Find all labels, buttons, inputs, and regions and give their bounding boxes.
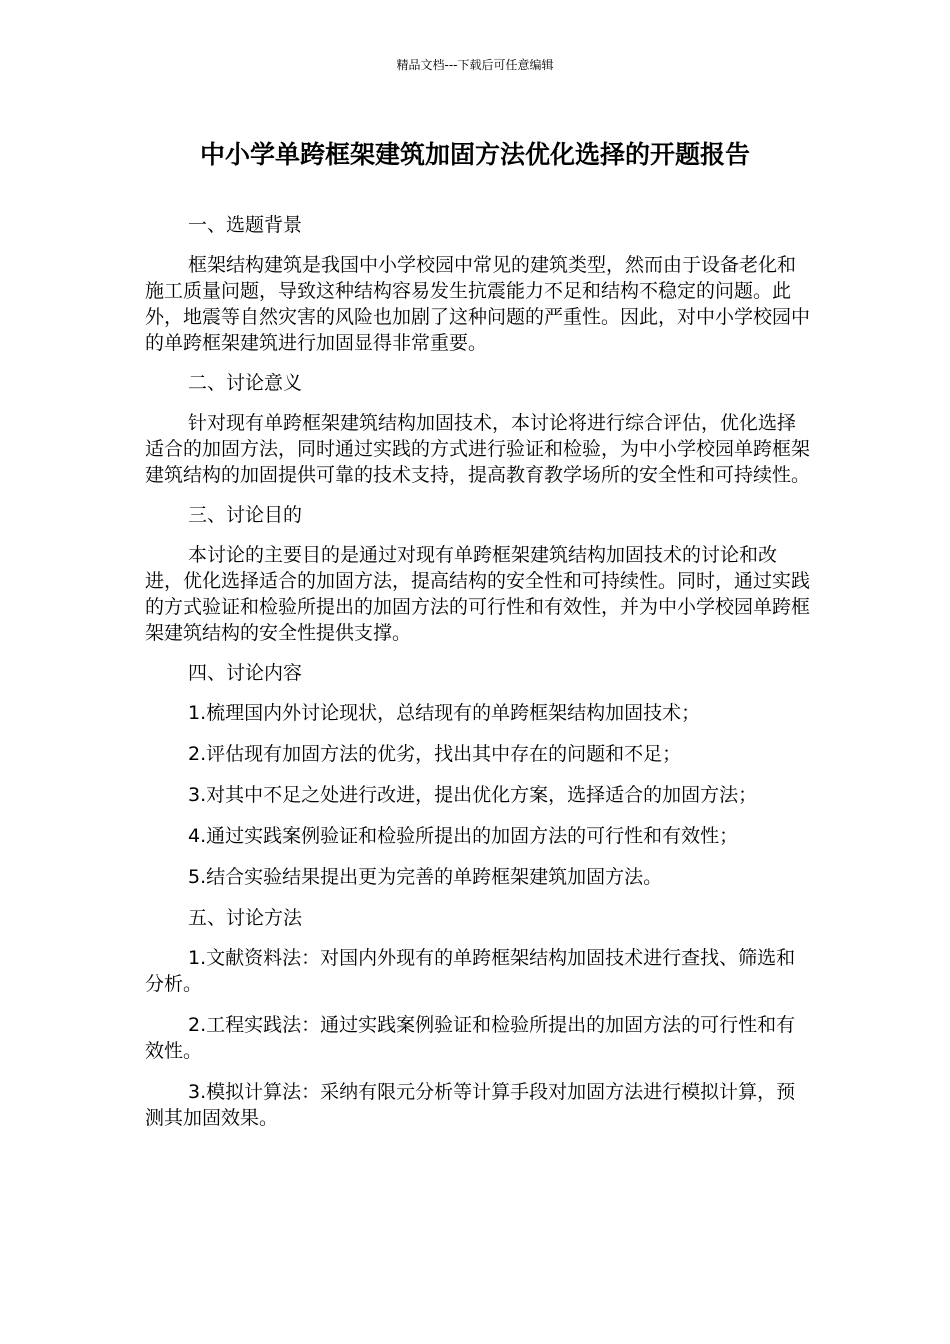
method-item: 2.工程实践法：通过实践案例验证和检验所提出的加固方法的可行性和有效性。 bbox=[145, 1014, 796, 1062]
paragraph-significance: 针对现有单跨框架建筑结构加固技术，本讨论将进行综合评估，优化选择适合的加固方法，同时通过实践的方式进行验证和检验，为中小学校园单跨框架建筑结构的加固提供可靠的技术支持，提高教育教学场所的安全性和可持续性。 bbox=[145, 412, 811, 486]
page-header: 精品文档---下载后可任意编辑 bbox=[396, 58, 554, 72]
content-item: 3.对其中不足之处进行改进，提出优化方案，选择适合的加固方法； bbox=[188, 784, 758, 806]
section-heading-content: 四、讨论内容 bbox=[188, 662, 303, 684]
content-item: 5.结合实验结果提出更为完善的单跨框架建筑加固方法。 bbox=[188, 866, 663, 888]
section-heading-significance: 二、讨论意义 bbox=[188, 372, 303, 394]
paragraph-background: 框架结构建筑是我国中小学校园中常见的建筑类型，然而由于设备老化和施工质量问题，导致这种结构容易发生抗震能力不足和结构不稳定的问题。此外，地震等自然灾害的风险也加剧了这种问题的严重性。因此，对中小学校园中的单跨框架建筑进行加固显得非常重要。 bbox=[145, 254, 811, 354]
content-item: 4.通过实践案例验证和检验所提出的加固方法的可行性和有效性； bbox=[188, 825, 739, 847]
section-heading-purpose: 三、讨论目的 bbox=[188, 504, 303, 526]
paragraph-purpose: 本讨论的主要目的是通过对现有单跨框架建筑结构加固技术的讨论和改进，优化选择适合的加固方法，提高结构的安全性和可持续性。同时，通过实践的方式验证和检验所提出的加固方法的可行性和有效性，并为中小学校园单跨框架建筑结构的安全性提供支撑。 bbox=[145, 544, 811, 644]
method-item: 1.文献资料法：对国内外现有的单跨框架结构加固技术进行查找、筛选和分析。 bbox=[145, 947, 796, 995]
content-item: 2.评估现有加固方法的优劣，找出其中存在的问题和不足； bbox=[188, 743, 682, 765]
document-body bbox=[145, 212, 810, 1146]
section-heading-background: 一、选题背景 bbox=[188, 214, 303, 236]
document-title: 中小学单跨框架建筑加固方法优化选择的开题报告 bbox=[199, 140, 750, 169]
section-heading-methods: 五、讨论方法 bbox=[188, 907, 303, 929]
method-item: 3.模拟计算法：采纳有限元分析等计算手段对加固方法进行模拟计算，预测其加固效果。 bbox=[145, 1081, 796, 1129]
content-item: 1.梳理国内外讨论现状，总结现有的单跨框架结构加固技术； bbox=[188, 702, 701, 724]
